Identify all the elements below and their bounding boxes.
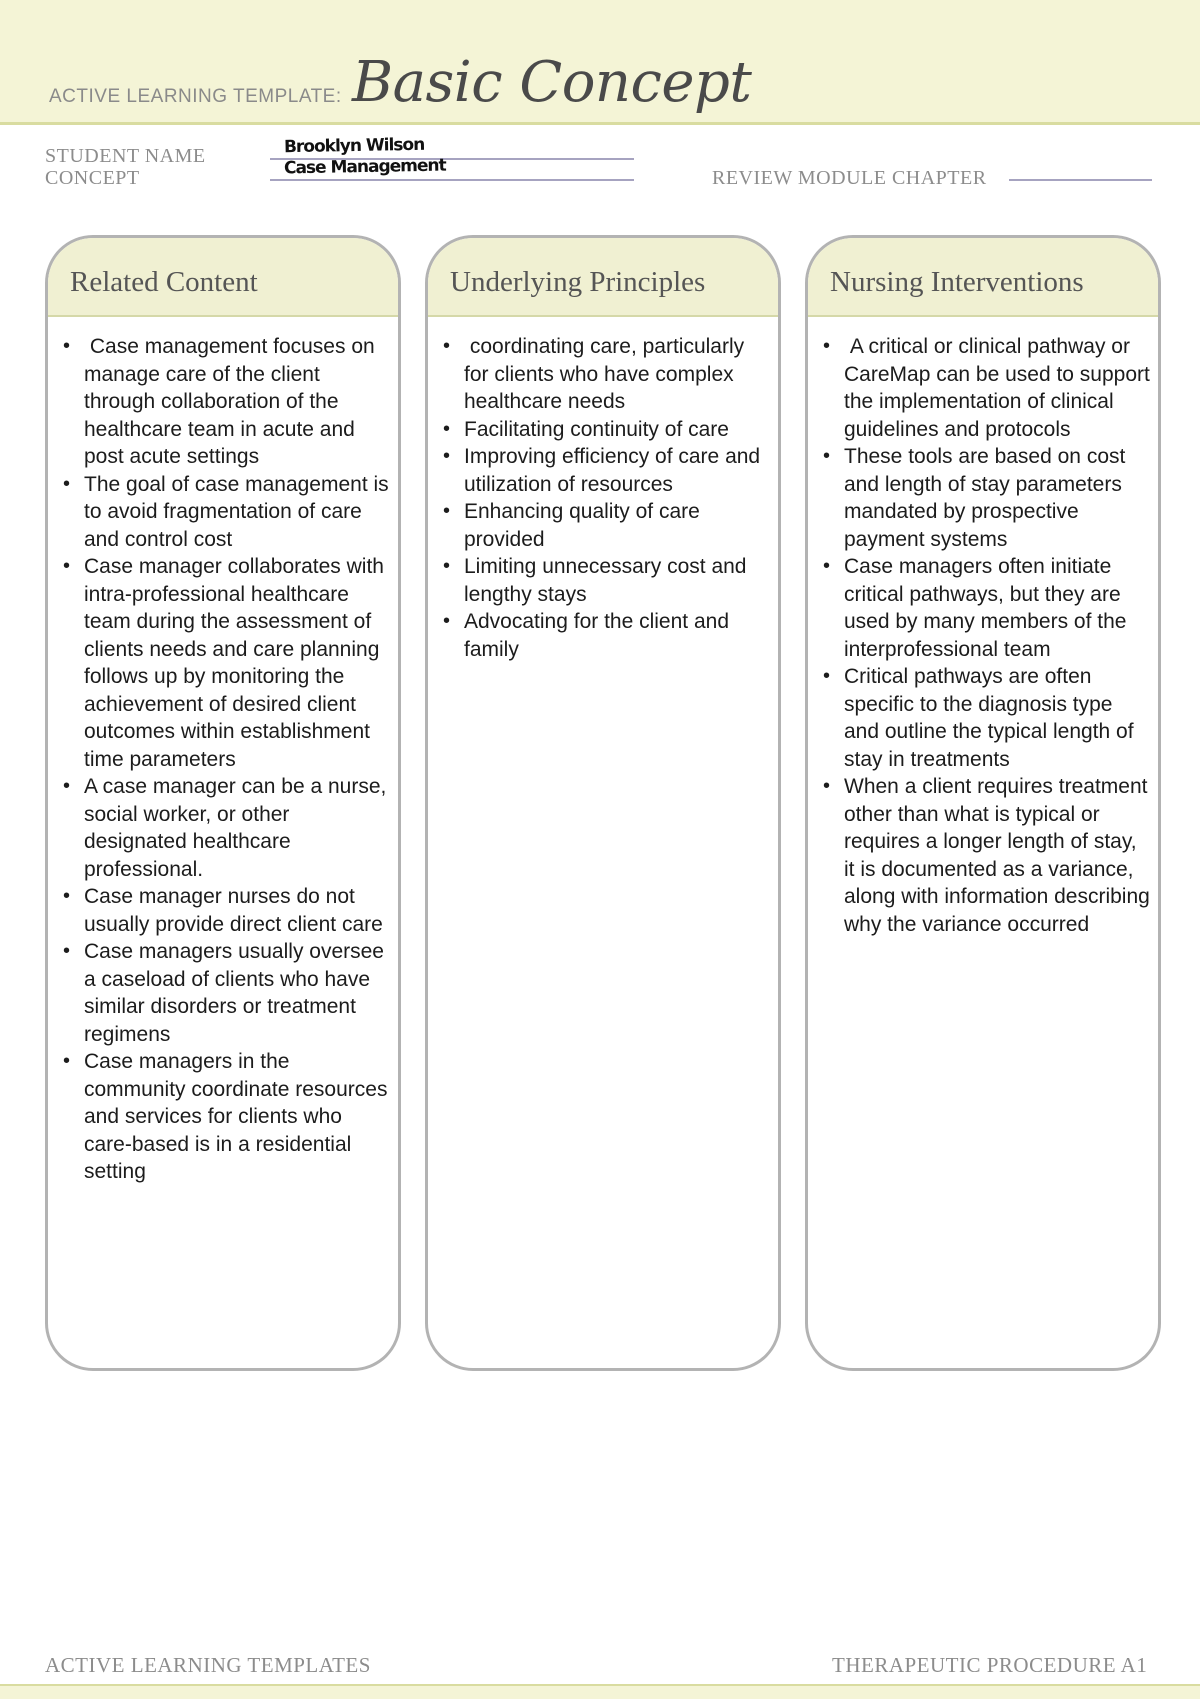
bullet-icon: •	[443, 610, 451, 632]
bullet-icon: •	[823, 555, 831, 577]
bullet-icon: •	[823, 335, 831, 357]
list-item	[820, 443, 1150, 553]
concept-label: CONCEPT	[45, 167, 140, 189]
list-item-text: These tools are based on cost and length of stay parameters mandated by prospective payment systems	[844, 445, 1132, 551]
list-item	[440, 553, 770, 608]
list-item-text: coordinating care, particularly for clients who have complex healthcare needs	[464, 335, 750, 413]
list-item	[820, 773, 1156, 938]
bullet-icon: •	[443, 445, 451, 467]
list-item-text: Case manager nurses do not usually provide direct client care	[84, 885, 383, 936]
bullet-icon: •	[63, 940, 71, 962]
list-item	[60, 333, 390, 471]
review-module-label: REVIEW MODULE CHAPTER	[712, 167, 987, 189]
student-name-label: STUDENT NAME	[45, 145, 206, 167]
bullet-icon: •	[63, 1050, 71, 1072]
bullet-icon: •	[823, 445, 831, 467]
list-item-text: Limiting unnecessary cost and lengthy stays	[464, 555, 753, 606]
bullet-icon: •	[63, 885, 71, 907]
list-item-text: Critical pathways are often specific to the diagnosis type and outline the typical length of stay in treatments	[844, 665, 1140, 771]
bullet-icon: •	[443, 335, 451, 357]
list-item-text: Case management focuses on manage care of the client through collaboration of the healthcare team in acute and post acute settings	[84, 335, 381, 468]
list-item-text: A case manager can be a nurse, social worker, or other designated healthcare professional.	[84, 775, 393, 881]
list-item-text: Facilitating continuity of care	[464, 417, 729, 441]
list-item-text: The goal of case management is to avoid fragmentation of care and control cost	[84, 472, 395, 551]
list-item	[440, 498, 770, 553]
list-item	[60, 471, 395, 554]
template-label: ACTIVE LEARNING TEMPLATE:	[49, 86, 342, 107]
underlying-principles-panel	[425, 235, 781, 1371]
list-item-text: When a client requires treatment other than what is typical or requires a longer length of stay, it is documented as a variance, along with information describing why the variance occurred	[844, 775, 1156, 936]
concept-line	[270, 179, 634, 181]
student-name-value[interactable]: Brooklyn Wilson	[283, 134, 425, 158]
nursing-interventions-panel	[805, 235, 1161, 1371]
list-item	[60, 553, 390, 773]
related-content-panel	[45, 235, 401, 1371]
nursing-interventions-list	[808, 317, 1158, 938]
related-content-title: Related Content	[48, 238, 398, 317]
related-content-list	[48, 317, 398, 1186]
bullet-icon: •	[63, 472, 71, 495]
bullet-icon: •	[443, 555, 451, 577]
list-item	[60, 938, 390, 1048]
list-item	[440, 443, 770, 498]
review-module-line[interactable]	[1009, 179, 1152, 181]
footer-left: ACTIVE LEARNING TEMPLATES	[45, 1653, 371, 1677]
list-item	[60, 773, 393, 883]
bullet-icon: •	[63, 335, 71, 357]
list-item-text: Advocating for the client and family	[464, 610, 735, 661]
bullet-icon: •	[63, 555, 71, 577]
list-item	[440, 333, 770, 416]
bullet-icon: •	[443, 500, 451, 522]
list-item-text: Improving efficiency of care and utilization of resources	[464, 445, 766, 496]
underlying-principles-title: Underlying Principles	[428, 238, 778, 317]
list-item	[60, 883, 390, 938]
list-item-text: Enhancing quality of care provided	[464, 500, 706, 551]
header-band	[0, 0, 1200, 125]
list-item	[820, 333, 1156, 443]
list-item	[440, 416, 770, 444]
list-item-text: Case managers usually oversee a caseload of clients who have similar disorders or treatment regimens	[84, 940, 390, 1046]
bullet-icon: •	[823, 665, 831, 687]
list-item-text: A critical or clinical pathway or CareMap can be used to support the implementation of clinical guidelines and protocols	[844, 335, 1156, 441]
list-item-text: Case managers in the community coordinate resources and services for clients who care-based is in a residential setting	[84, 1050, 394, 1183]
list-item-text: Case managers often initiate critical pathways, but they are used by many members of the interprofessional team	[844, 555, 1133, 661]
footer-right: THERAPEUTIC PROCEDURE A1	[832, 1653, 1148, 1677]
list-item	[820, 553, 1150, 663]
template-title: Basic Concept	[352, 50, 752, 115]
underlying-principles-list	[428, 317, 778, 663]
nursing-interventions-title: Nursing Interventions	[808, 238, 1158, 317]
list-item	[440, 608, 770, 663]
concept-value[interactable]: Case Management	[283, 155, 446, 179]
list-item-text: Case manager collaborates with intra-professional healthcare team during the assessment of clients needs and care planning follows up by monitoring the achievement of desired client outcomes within establishment time parameters	[84, 555, 390, 771]
list-item	[60, 1048, 394, 1186]
bullet-icon: •	[443, 417, 451, 440]
bullet-icon: •	[63, 775, 71, 797]
bullet-icon: •	[823, 775, 831, 797]
list-item	[820, 663, 1150, 773]
